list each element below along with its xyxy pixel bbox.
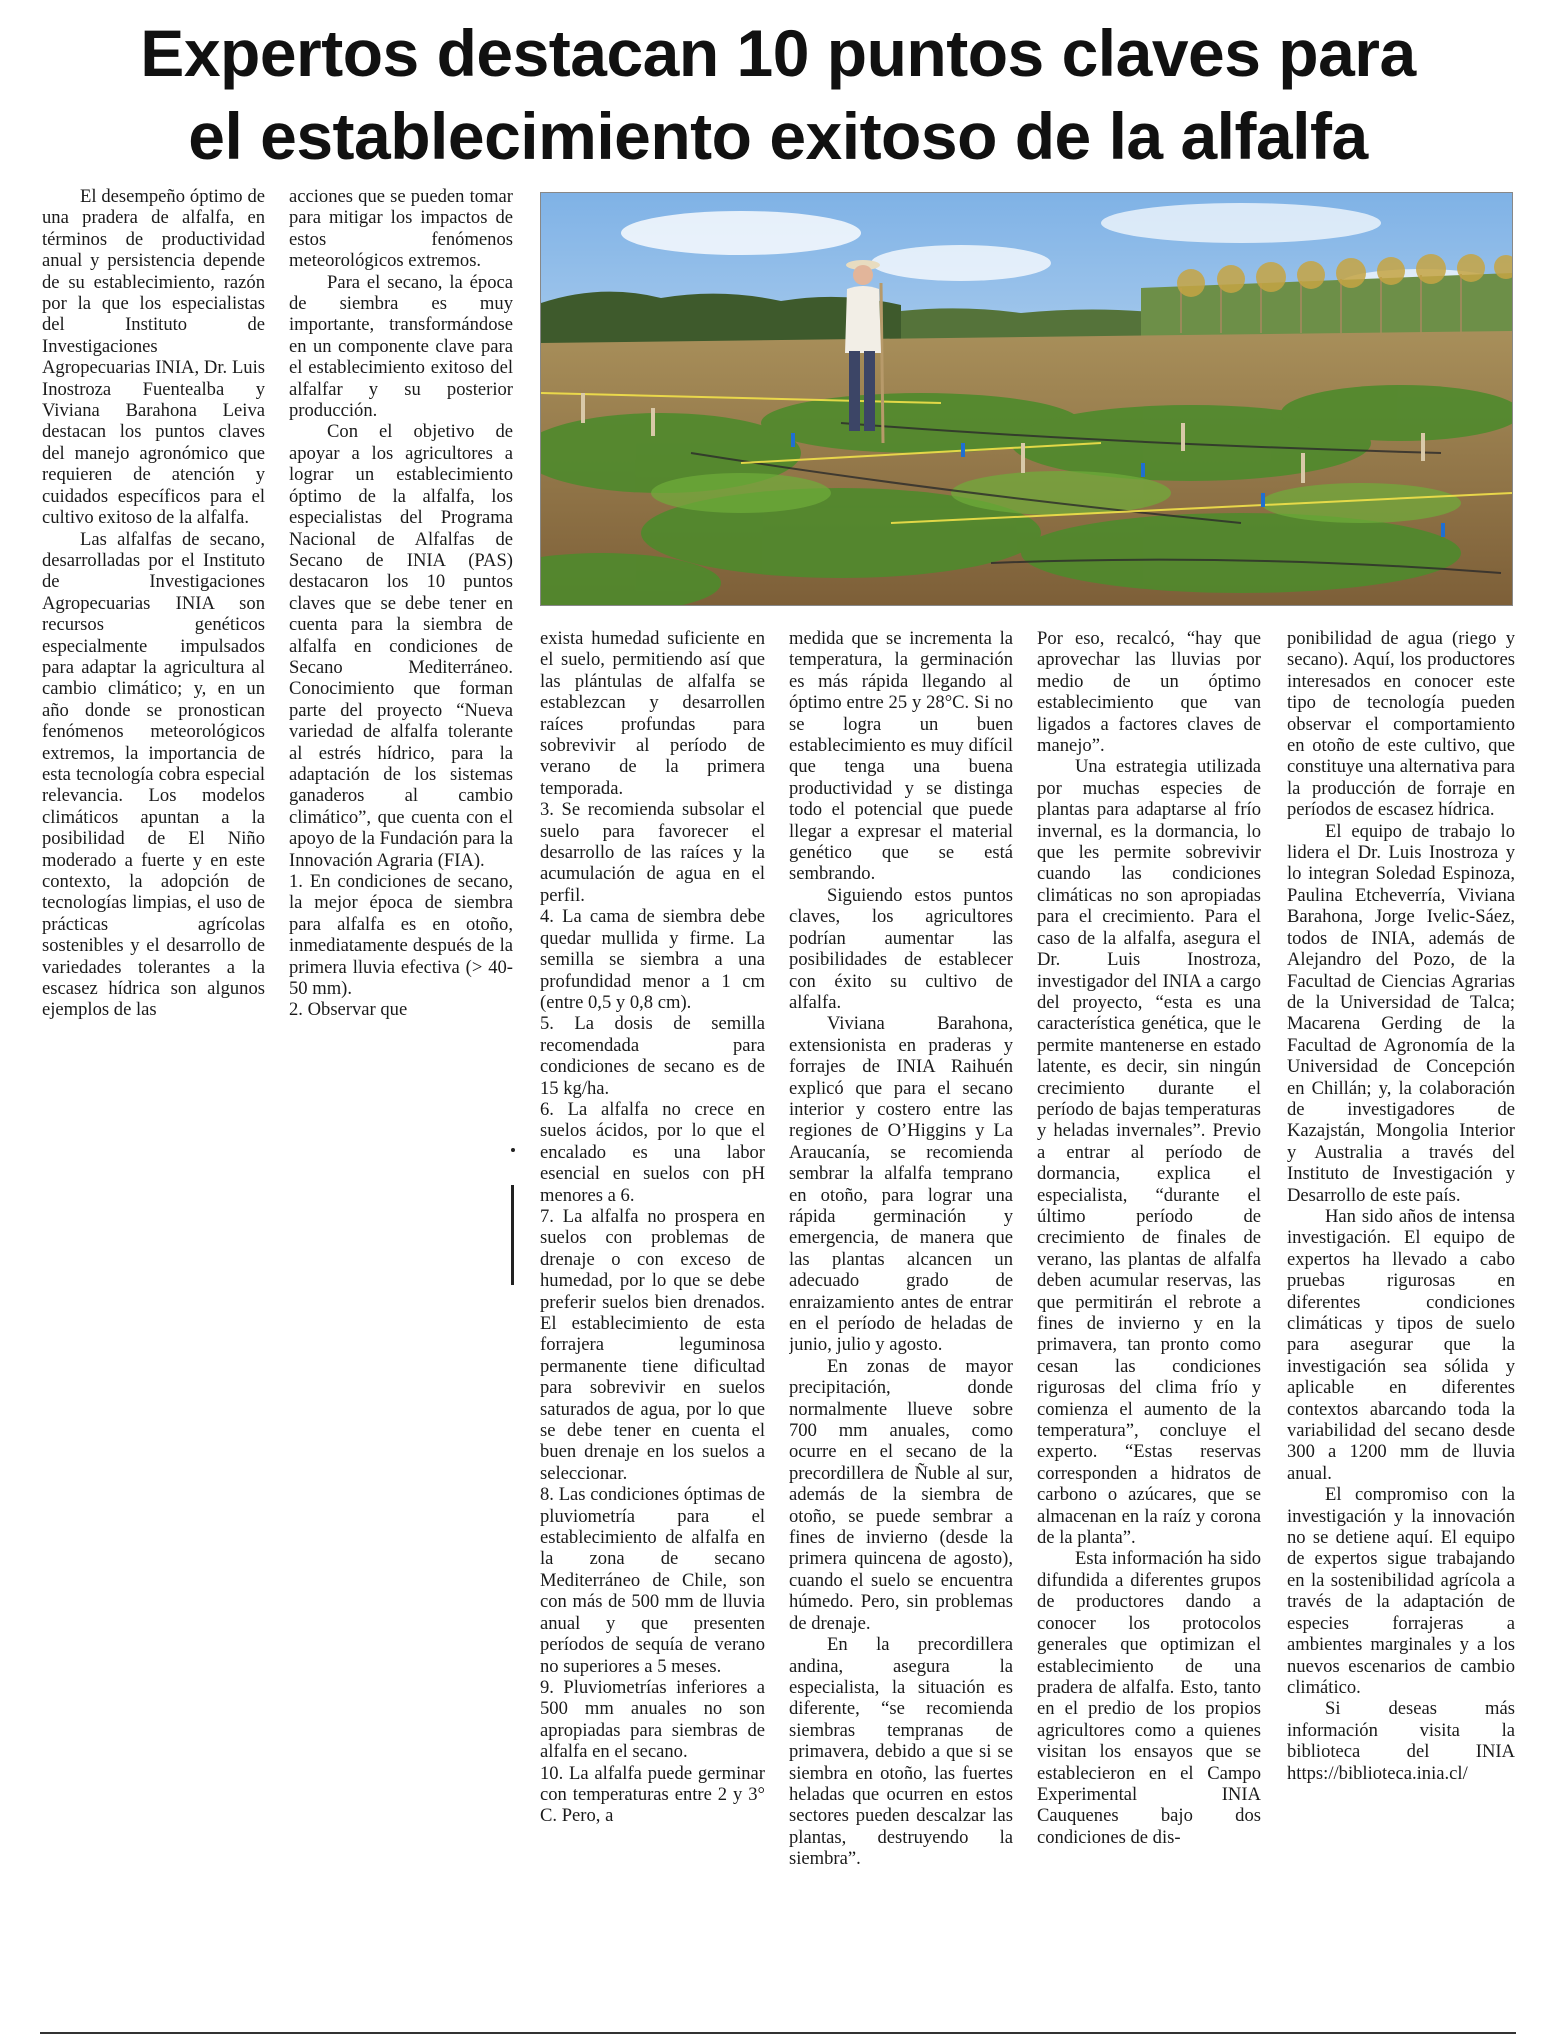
headline-line-2: el establecimiento exitoso de la alfalfa	[188, 99, 1368, 173]
article-column-2	[289, 186, 513, 1136]
paragraph: Una estrategia utilizada por muchas especies de plantas para adaptarse al frío invernal, es la dormancia, lo que les permite sobrevivir cuando las condiciones climáticas no son apropiadas para el crecimiento. Para el caso de la alfalfa, asegura el Dr. Luis Inostroza, investigador del INIA a cargo del proyecto, “esta es una característica genética, que le permite mantenerse en estado latente, es decir, sin ningún crecimiento durante el período de bajas temperaturas y heladas invernales”. Previo a entrar al período de dormancia, explica el especialista, “durante el último período de crecimiento de finales de verano, las plantas de alfalfa deben acumular reservas, las que permitirán el rebrote a fines de invierno y en la primavera, tan pronto como cesan las condiciones rigurosas del clima frío y comienza el aumento de la temperatura”, concluye el experto. “Estas reservas corresponden a hidratos de carbono o azúcares, que se almacenan en la raíz y corona de la planta”.	[1037, 756, 1261, 1549]
paragraph: medida que se incrementa la temperatura, la germinación es más rápida llegando al óptimo entre 25 y 28°C. Si no se logra un buen establecimiento es muy difícil que tenga una buena productividad y se distinga todo el potencial que puede llegar a expresar el material genético que se está sembrando.	[789, 628, 1013, 885]
field-photo-illustration	[541, 193, 1512, 605]
paragraph: acciones que se pueden tomar para mitigar los impactos de estos fenómenos meteorológicos extremos.	[289, 186, 513, 272]
paragraph: El desempeño óptimo de una pradera de alfalfa, en términos de productividad anual y persistencia depende de su establecimiento, razón por la que los especialistas del Instituto de Investigaciones Agropecuarias INIA, Dr. Luis Inostroza Fuentealba y Viviana Barahona Leiva destacan los puntos claves del manejo agronómico que requieren de atención y cuidados específicos para el cultivo exitoso de la alfalfa.	[42, 186, 265, 529]
list-item: 9. Pluviometrías inferiores a 500 mm anuales no son apropiadas para siembras de alfalfa en el secano.	[540, 1676, 765, 1763]
article-column-1	[42, 186, 265, 1136]
paragraph: Si deseas más información visita la biblioteca del INIA https://biblioteca.inia.cl/	[1287, 1698, 1515, 1784]
article-column-6	[1287, 628, 1515, 2023]
article-photo	[540, 192, 1513, 606]
column-marker-dot	[511, 1148, 515, 1152]
list-item: 5. La dosis de semilla recomendada para condiciones de secano es de 15 kg/ha.	[540, 1013, 765, 1099]
paragraph: Con el objetivo de apoyar a los agricultores a lograr un establecimiento óptimo de la alfalfa, los especialistas del Programa Nacional de Alfalfas de Secano de INIA (PAS) destacaron los 10 puntos claves que se debe tener en cuenta para la siembra de alfalfa en condiciones de Secano Mediterráneo. Conocimiento que forman parte del proyecto “Nueva variedad de alfalfa tolerante al estrés hídrico, para la adaptación de los sistemas ganaderos al cambio climático”, que cuenta con el apoyo de la Fundación para la Innovación Agraria (FIA).	[289, 421, 513, 871]
article-column-3	[540, 628, 765, 2023]
headline-line-1: Expertos destacan 10 puntos claves para	[140, 16, 1416, 90]
paragraph: Siguiendo estos puntos claves, los agricultores podrían aumentar las posibilidades de establecer con éxito su cultivo de alfalfa.	[789, 884, 1013, 1013]
paragraph: El equipo de trabajo lo lidera el Dr. Luis Inostroza y lo integran Soledad Espinoza, Paulina Etcheverría, Viviana Barahona, Jorge Ivelic-Sáez, todos de INIA, además de Alejandro del Pozo, de la Facultad de Ciencias Agrarias de la Universidad de Talca; Macarena Gerding de la Facultad de Agronomía de la Universidad de Concepción en Chillán; y, la colaboración de investigadores de Kazajstán, Mongolia Interior y Australia a través del Instituto de Investigación y Desarrollo de este país.	[1287, 820, 1515, 1206]
list-item: 1. En condiciones de secano, la mejor época de siembra para alfalfa es en otoño, inmediatamente después de la primera lluvia efectiva (> 40-50 mm).	[289, 871, 513, 1000]
footer-rule	[40, 2032, 1516, 2034]
article-column-4	[789, 628, 1013, 2023]
paragraph: En zonas de mayor precipitación, donde normalmente llueve sobre 700 mm anuales, como ocurre en el secano de la precordillera de Ñuble al sur, además de la siembra de otoño, se puede sembrar a fines de invierno (desde la primera quincena de agosto), cuando el suelo se encuentra húmedo. Pero, sin problemas de drenaje.	[789, 1355, 1013, 1634]
paragraph: ponibilidad de agua (riego y secano). Aquí, los productores interesados en conocer este tipo de tecnología pueden observar el comportamiento en otoño de este cultivo, que constituye una alternativa para la producción de forraje en períodos de escasez hídrica.	[1287, 628, 1515, 821]
paragraph: Han sido años de intensa investigación. El equipo de expertos ha llevado a cabo pruebas rigurosas en diferentes condiciones climáticas y tipos de suelo para asegurar que la investigación sea sólida y aplicable en diferentes contextos abarcando toda la variabilidad del secano desde 300 a 1200 mm de lluvia anual.	[1287, 1205, 1515, 1484]
paragraph: Viviana Barahona, extensionista en praderas y forrajes de INIA Raihuén explicó que para el secano interior y costero entre las regiones de O’Higgins y La Araucanía, se recomienda sembrar la alfalfa temprano en otoño, para lograr una rápida germinación y emergencia, de manera que las plantas alcancen un adecuado grado de enraizamiento antes de entrar en el período de heladas de junio, julio y agosto.	[789, 1013, 1013, 1356]
list-item: 2. Observar que	[289, 999, 408, 1021]
paragraph: En la precordillera andina, asegura la especialista, la situación es diferente, “se recomienda siembras tempranas de primavera, debido a que si se siembra en otoño, las fuertes heladas que ocurren en estos sectores pueden descalzar las plantas, destruyendo la siembra”.	[789, 1634, 1013, 1870]
paragraph: Esta información ha sido difundida a diferentes grupos de productores dando a conocer los protocolos generales que optimizan el establecimiento de una pradera de alfalfa. Esto, tanto en el predio de los propios agricultores como a quienes visitan los ensayos que se establecieron en el Campo Experimental INIA Cauquenes bajo dos condiciones de dis-	[1037, 1548, 1261, 1848]
list-item: 10. La alfalfa puede germinar con temperaturas entre 2 y 3° C. Pero, a	[540, 1762, 765, 1827]
list-item: 3. Se recomienda subsolar el suelo para favorecer el desarrollo de las raíces y la acumulación de agua en el perfil.	[540, 799, 765, 906]
list-item: 6. La alfalfa no crece en suelos ácidos, por lo que el encalado es una labor esencial en suelos con pH menores a 6.	[540, 1098, 765, 1206]
paragraph: Por eso, recalcó, “hay que aprovechar las lluvias por medio de un óptimo establecimiento que van ligados a factores claves de manejo”.	[1037, 628, 1261, 757]
headline	[40, 12, 1516, 178]
paragraph: Para el secano, la época de siembra es muy importante, transformándose en un componente clave para el establecimiento exitoso del alfalfar y su posterior producción.	[289, 271, 513, 422]
list-item: 7. La alfalfa no prospera en suelos con problemas de drenaje o con exceso de humedad, por lo que se debe preferir suelos bien drenados. El establecimiento de esta forrajera leguminosa permanente tiene dificultad para sobrevivir en suelos saturados de agua, por lo que se debe tener en cuenta el buen drenaje en los suelos a seleccionar.	[540, 1205, 765, 1484]
paragraph: exista humedad suficiente en el suelo, permitiendo así que las plántulas de alfalfa se establezcan y desarrollen raíces profundas para sobrevivir al período de verano de la primera temporada.	[540, 628, 765, 799]
paragraph: Las alfalfas de secano, desarrolladas por el Instituto de Investigaciones Agropecuarias INIA son recursos genéticos especialmente impulsados para adaptar la agricultura al cambio climático; y, en un año donde se pronostican fenómenos meteorológicos extremos, la importancia de esta tecnología cobra especial relevancia. Los modelos climáticos apuntan a la posibilidad de El Niño moderado a fuerte y en este contexto, la adopción de tecnologías limpias, el uso de prácticas agrícolas sostenibles y el desarrollo de variedades tolerantes a la escasez hídrica son algunos ejemplos de las	[42, 528, 265, 1021]
article-column-5	[1037, 628, 1261, 2023]
paragraph: El compromiso con la investigación y la innovación no se detiene aquí. El equipo de expertos sigue trabajando en la sostenibilidad agrícola a través de la adaptación de especies forrajeras a ambientes marginales y a los nuevos escenarios de cambio climático.	[1287, 1484, 1515, 1698]
column-divider	[511, 1185, 514, 1285]
list-item: 4. La cama de siembra debe quedar mullida y firme. La semilla se siembra a una profundidad menor a 1 cm (entre 0,5 y 0,8 cm).	[540, 906, 765, 1013]
list-item: 8. Las condiciones óptimas de pluviometría para el establecimiento de alfalfa en la zona de secano Mediterráneo de Chile, son con más de 500 mm de lluvia anual y que presenten períodos de sequía de verano no superiores a 5 meses.	[540, 1484, 765, 1677]
